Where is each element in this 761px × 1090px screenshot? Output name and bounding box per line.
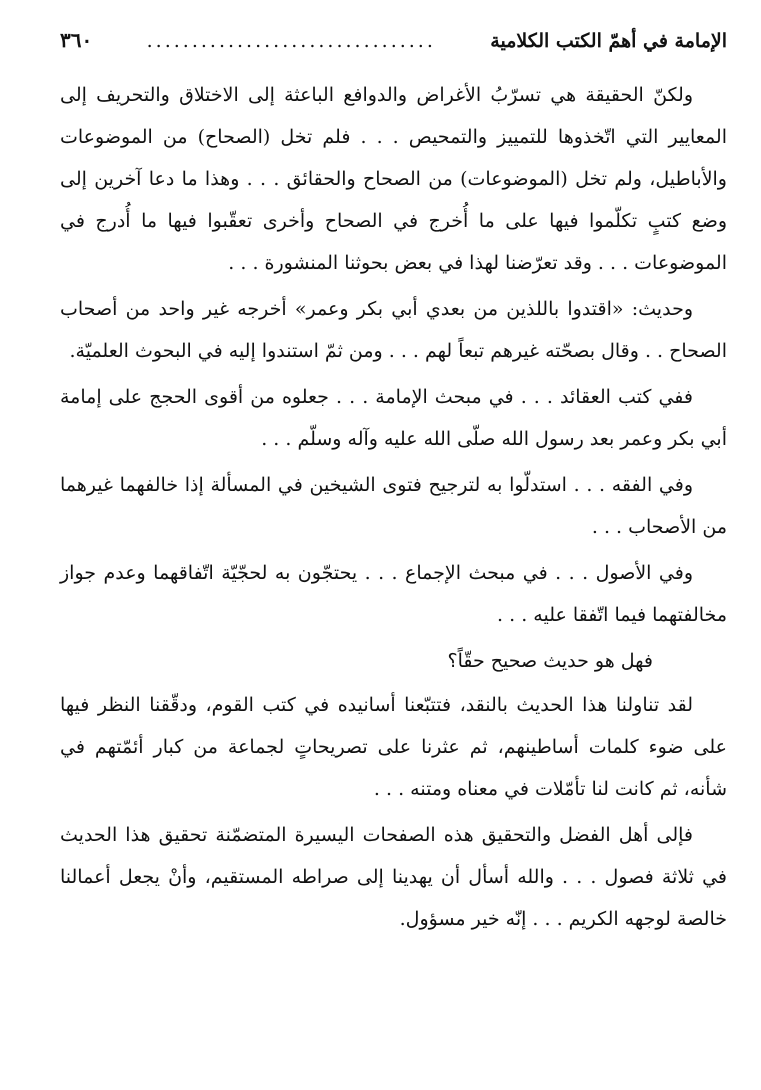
header-title: الإمامة في أهمّ الكتب الكلامية <box>490 30 727 52</box>
paragraph: فإلى أهل الفضل والتحقيق هذه الصفحات اليسيرة المتضمّنة تحقيق هذا الحديث في ثلاثة فصول . . . والله أسأل أن يهدينا إلى صراطه المستقيم، وأنْ يجعل أعمالنا خالصة لوجهه الكريم . . . إنّه خير مسؤول. <box>60 824 727 930</box>
page-number: ٣٦٠ <box>60 28 93 52</box>
running-header <box>60 28 727 62</box>
body-text <box>60 74 727 940</box>
document-page <box>60 28 727 1050</box>
question-line: فهل هو حديث صحيح حقّاً؟ <box>447 650 653 672</box>
paragraph: لقد تناولنا هذا الحديث بالنقد، فتتبّعنا أسانيده في كتب القوم، ودقّقنا النظر فيها على ضوء كلمات أساطينهم، ثم عثرنا على تصريحاتٍ لجماعة من كبار أئمّتهم في شأنه، ثم كانت لنا تأمّلات في معناه ومتنه . . . <box>60 694 727 800</box>
paragraph: وفي الأصول . . . في مبحث الإجماع . . . يحتجّون به لحجّيّة اتّفاقهما وعدم جواز مخالفتهما فيما اتّفقا عليه . . . <box>60 562 727 626</box>
header-dot-leader: ................................ <box>146 30 436 52</box>
paragraph: ولكنّ الحقيقة هي تسرّبُ الأغراض والدوافع الباعثة إلى الاختلاق والتحريف إلى المعايير التي اتّخذوها للتمييز والتمحيص . . . فلم تخل (الصحاح) من الموضوعات والأباطيل، ولم تخل (الموضوعات) من الصحاح والحقائق . . . وهذا ما دعا آخرين إلى وضع كتبٍ تكلّموا فيها على ما أُخرج في الصحاح وأخرى تعقّبوا فيها ما أُدرج في الموضوعات . . . وقد تعرّضنا لهذا في بعض بحوثنا المنشورة . . . <box>60 84 727 274</box>
paragraph: ففي كتب العقائد . . . في مبحث الإمامة . . . جعلوه من أقوى الحجج على إمامة أبي بكر وعمر بعد رسول الله صلّى الله عليه وآله وسلّم . . . <box>60 386 727 450</box>
paragraph: وفي الفقه . . . استدلّوا به لترجيح فتوى الشيخين في المسألة إذا خالفهما غيرهما من الأصحاب . . . <box>60 474 727 538</box>
paragraph: وحديث: «اقتدوا باللذين من بعدي أبي بكر وعمر» أخرجه غير واحد من أصحاب الصحاح . . وقال بصحّته غيرهم تبعاً لهم . . . ومن ثمّ استندوا إليه في البحوث العلميّة. <box>60 298 727 362</box>
